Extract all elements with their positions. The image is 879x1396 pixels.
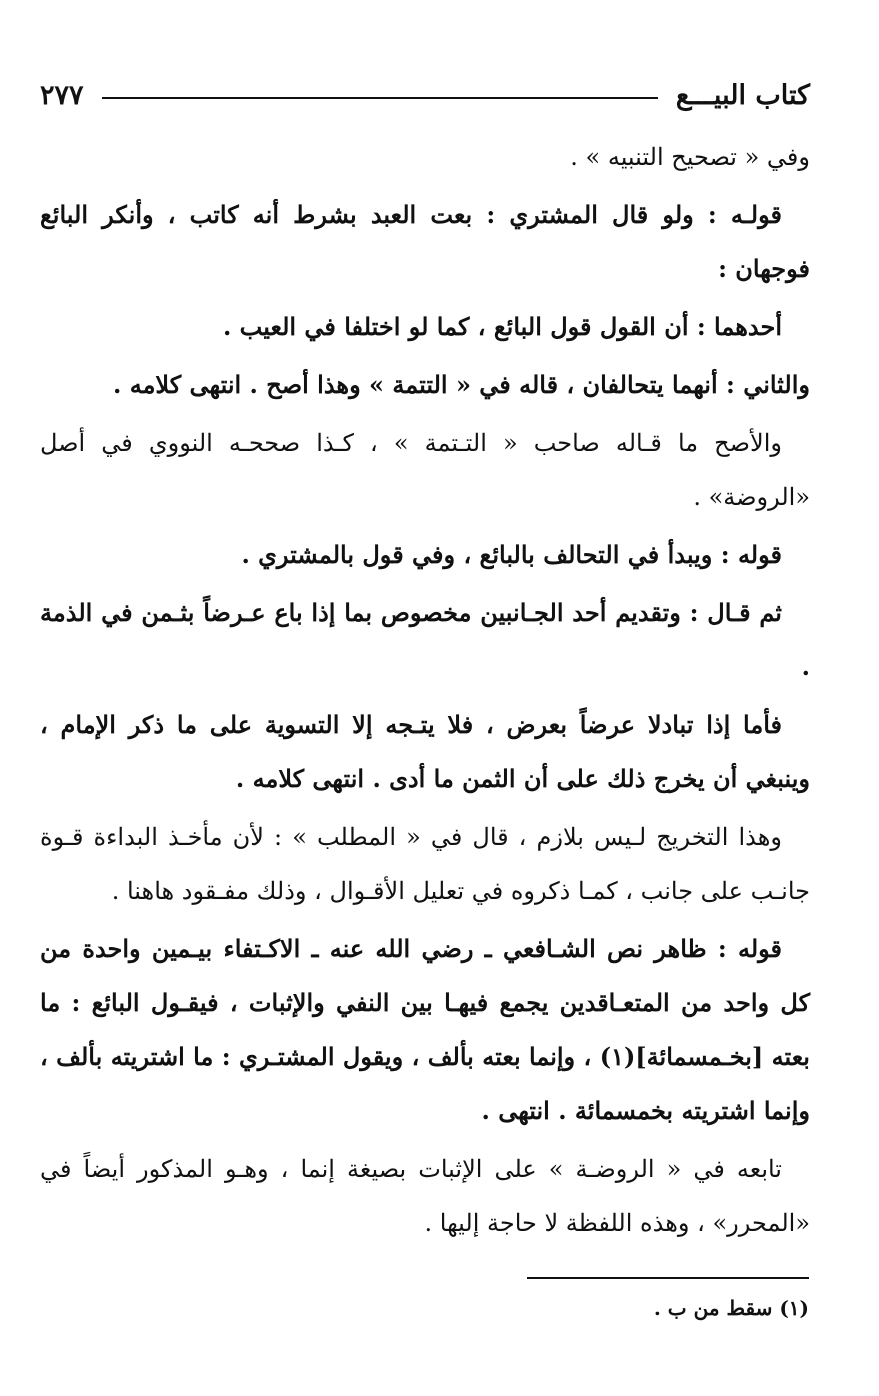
paragraph: قولـه : ولو قال المشتري : بعت العبد بشرط أنه كاتب ، وأنكر البائع فوجهان : [40,200,810,283]
page-number: ٢٧٧ [40,79,84,111]
paragraph: قوله : ظاهر نص الشـافعي ـ رضي الله عنه ـ الاكـتفاء بيـمين واحدة من كل واحد من المتعـاقدين يجمع فيهـا بين النفي والإثبات ، فيقـول البائع : ما بعته [بخـمسمائة](١) ، وإنما بعته بألف ، ويقول المشتـري : ما اشتريته بألف ، وإنما اشتريته بخمسمائة . انتهى . [40,934,810,1125]
running-header [40,70,810,120]
footnote-separator [527,1277,809,1279]
paragraph: وهذا التخريج لـيس بلازم ، قال في « المطلب » : لأن مأخـذ البداءة قـوة جانـب على جانب ، كمـا ذكروه في تعليل الأقـوال ، وذلك مفـقود هاهنا . [40,823,810,905]
footnote: (١) سقط من ب . [653,1296,809,1320]
paragraph: تابعه في « الروضـة » على الإثبات بصيغة إنما ، وهـو المذكور أيضاً في «المحرر» ، وهذه اللفظة لا حاجة إليها . [40,1155,810,1237]
header-rule [102,97,658,99]
paragraph: ثم قـال : وتقديم أحد الجـانبين مخصوص بما إذا باع عـرضاً بثـمن في الذمة . [40,598,810,681]
paragraph: والثاني : أنهما يتحالفان ، قاله في « التتمة » وهذا أصح . انتهى كلامه . [113,370,810,399]
paragraph: قوله : ويبدأ في التحالف بالبائع ، وفي قول بالمشتري . [241,540,782,569]
paragraph: وفي « تصحيح التنبيه » . [570,143,810,171]
book-title: كتاب البيـــع [675,79,810,111]
paragraph: فأما إذا تبادلا عرضاً بعرض ، فلا يتـجه إلا التسوية على ما ذكر الإمام ، وينبغي أن يخرج ذلك على أن الثمن ما أدى . انتهى كلامه . [40,710,810,793]
text-body [40,130,810,1250]
page-body [40,70,810,1254]
paragraph: والأصح ما قـاله صاحب « التـتمة » ، كـذا صححـه النووي في أصل «الروضة» . [40,429,810,511]
paragraph: أحدهما : أن القول قول البائع ، كما لو اختلفا في العيب . [222,312,782,341]
